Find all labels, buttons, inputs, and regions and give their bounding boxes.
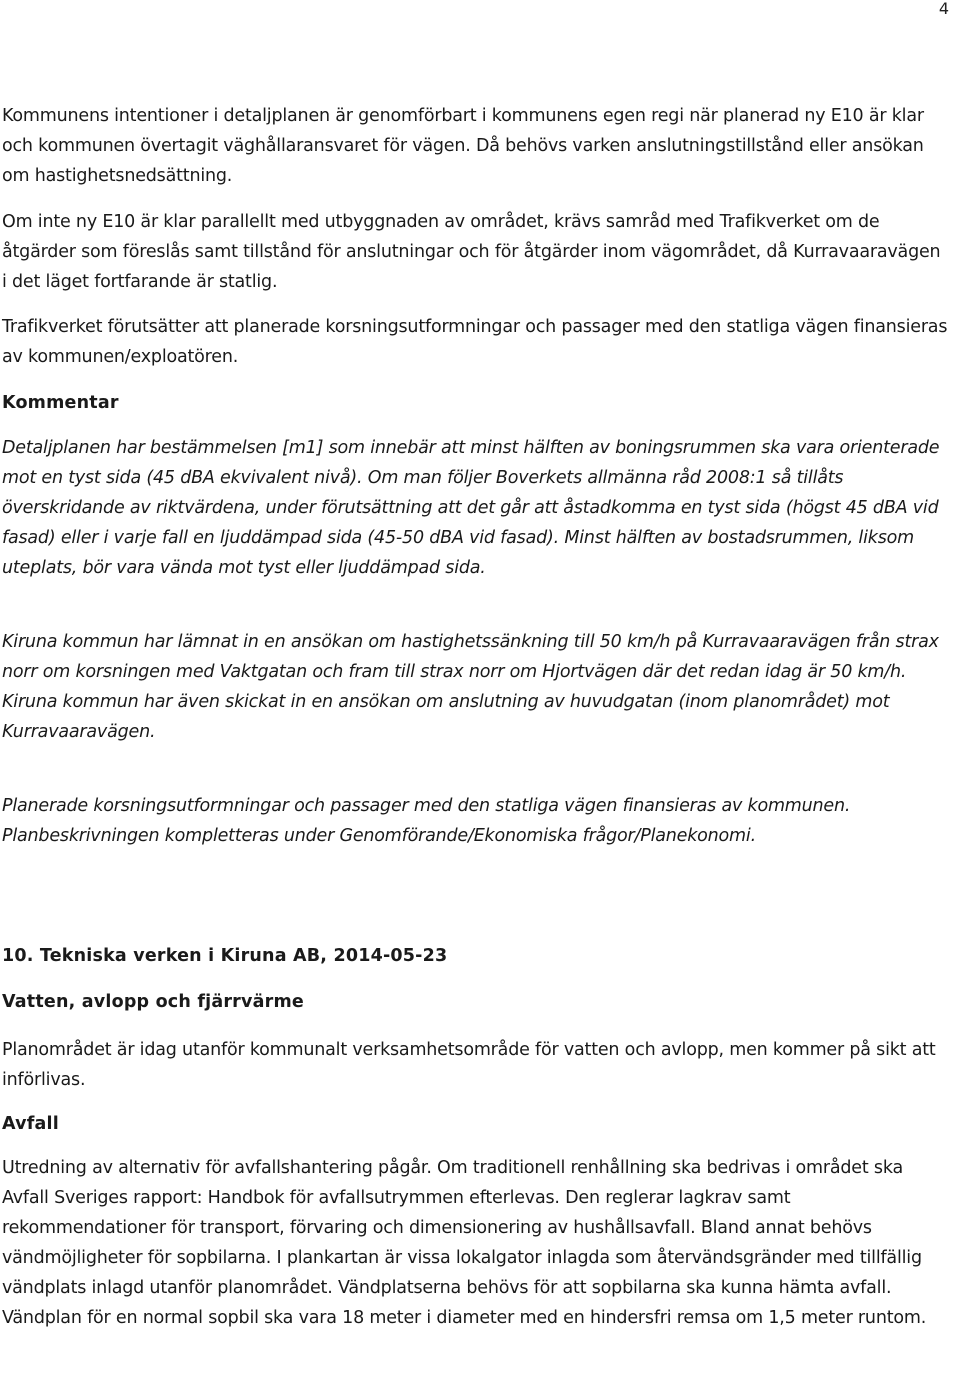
page-number: 4 bbox=[938, 0, 949, 18]
kommentar-paragraph-hastighet: Kiruna kommun har lämnat in en ansökan om hastighetssänkning till 50 km/h på Kurravaaravägen från strax norr om korsningen med Vaktgatan och fram till strax norr om Hjortvägen där det redan idag är 50 km/h. Kiruna kommun har även skickat in en ansökan om anslutning av huvudgatan (inom planområdet) mot Kurravaaravägen. bbox=[2, 632, 939, 742]
paragraph-avfall: Utredning av alternativ för avfallshantering pågår. Om traditionell renhållning ska bedrivas i området ska Avfall Sveriges rapport: Handbok för avfallsutrymmen efterlevas. Den reglerar lagkrav samt rekommendationer för transport, förvaring och dimensionering av hushållsavfall. Bland annat behövs vändmöjligheter för sopbilarna. I plankartan är vissa lokalgator inlagda som återvändsgränder med tillfällig vändplats inlagd utanför planområdet. Vändplatserna behövs för att sopbilarna ska kunna hämta avfall. Vändplan för en normal sopbil ska vara 18 meter i diameter med en hindersfri remsa om 1,5 meter runtom. bbox=[2, 1158, 927, 1328]
kommentar-paragraph-buller: Detaljplanen har bestämmelsen [m1] som innebär att minst hälften av boningsrummen ska vara orienterade mot en tyst sida (45 dBA ekvivalent nivå). Om man följer Boverkets allmänna råd 2008:1 så tillåts överskridande av riktvärdena, under förutsättning att det går att åstadkomma en tyst sida (högst 45 dBA vid fasad) eller i varje fall en ljuddämpad sida (45-50 dBA vid fasad). Minst hälften av bostadsrummen, liksom uteplats, bör vara vända mot tyst eller ljuddämpad sida. bbox=[2, 438, 940, 578]
vatten-heading: Vatten, avlopp och fjärrvärme bbox=[2, 992, 304, 1012]
kommentar-paragraph-finansiering: Planerade korsningsutformningar och passager med den statliga vägen finansieras av kommunen. Planbeskrivningen kompletteras under Genomförande/Ekonomiska frågor/Planekonomi. bbox=[2, 796, 851, 846]
avfall-heading: Avfall bbox=[2, 1114, 59, 1134]
paragraph-vatten: Planområdet är idag utanför kommunalt verksamhetsområde för vatten och avlopp, men kommer på sikt att införlivas. bbox=[2, 1040, 936, 1090]
section-heading: 10. Tekniska verken i Kiruna AB, 2014-05-23 bbox=[2, 946, 448, 966]
paragraph-samrad: Om inte ny E10 är klar parallellt med utbyggnaden av området, krävs samråd med Trafikverket om de åtgärder som föreslås samt tillstånd för anslutningar och för åtgärder inom vägområdet, då Kurravaaravägen i det läget fortfarande är statlig. bbox=[2, 212, 941, 292]
paragraph-intentioner: Kommunens intentioner i detaljplanen är genomförbart i kommunens egen regi när planerad ny E10 är klar och kommunen övertagit väghållaransvaret för vägen. Då behövs varken anslutningstillstånd eller ansökan om hastighetsnedsättning. bbox=[2, 106, 924, 186]
kommentar-heading: Kommentar bbox=[2, 393, 119, 413]
paragraph-finansiering: Trafikverket förutsätter att planerade korsningsutformningar och passager med den statliga vägen finansieras av kommunen/exploatören. bbox=[2, 317, 948, 367]
